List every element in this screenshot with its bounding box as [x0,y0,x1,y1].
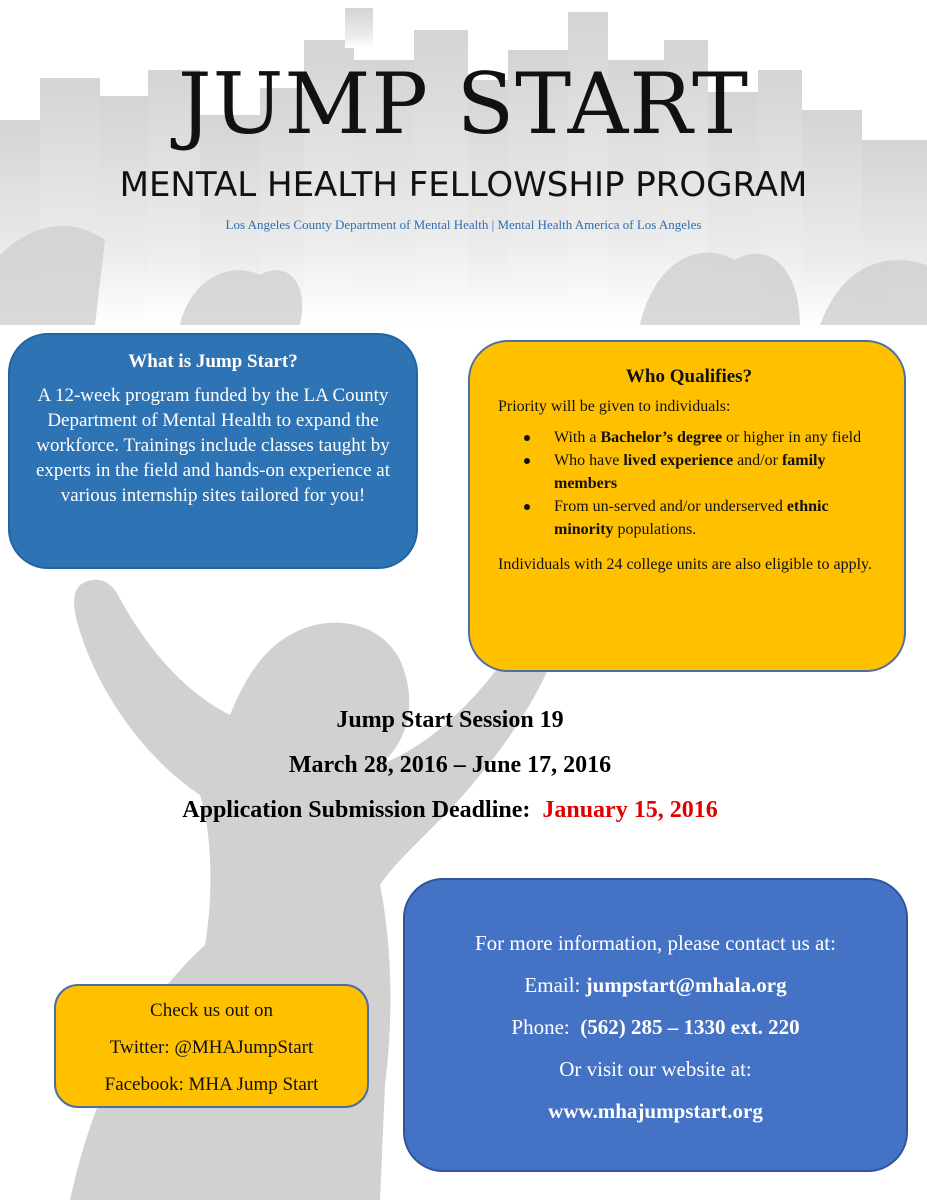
qualification-item: Who have lived experience and/or family members [554,449,880,495]
session-name: Jump Start Session 19 [336,707,564,733]
twitter-handle[interactable]: Twitter: @MHAJumpStart [109,1037,314,1058]
application-deadline [0,798,900,822]
session-dates: March 28, 2016 – June 17, 2016 [288,752,612,778]
who-heading: Who Qualifies? [625,366,753,387]
who-intro: Priority will be given to individuals: [498,398,731,415]
phone-line: Phone: (562) 285 – 1330 ext. 220 [511,1015,800,1039]
phone-number: (562) 285 – 1330 ext. 220 [580,1015,800,1039]
what-heading: What is Jump Start? [128,351,298,372]
social-intro: Check us out on [150,1000,273,1021]
who-outro: Individuals with 24 college units are also eligible to apply. [498,556,872,573]
organizations-line: Los Angeles County Department of Mental Health | Mental Health America of Los Angeles [225,217,702,232]
deadline-date: January 15, 2016 [542,797,718,823]
email-line: Email: jumpstart@mhala.org [524,973,787,997]
website-intro: Or visit our website at: [559,1057,752,1081]
contact-info-box [403,878,908,1172]
contact-intro: For more information, please contact us at: [475,931,836,955]
city-skyline-graphic [0,0,927,325]
website-link[interactable]: www.mhajumpstart.org [548,1099,763,1123]
facebook-page[interactable]: Facebook: MHA Jump Start [104,1074,319,1095]
qualification-list [498,426,880,541]
email-link[interactable]: jumpstart@mhala.org [585,973,787,997]
what-description: A 12-week program funded by the LA County Department of Mental Health to expand the workforce. Trainings include classes taught by experts in the field and hands-on experience at various internship sites tailored for you! [36,385,390,506]
deadline-label: Application Submission Deadline: [182,797,531,823]
website-line [405,1100,906,1123]
who-qualifies-box [468,340,906,672]
what-is-jump-start-box [8,333,418,569]
qualification-item: From un-served and/or underserved ethnic minority populations. [554,495,880,541]
page-title: JUMP START [177,55,750,153]
qualification-item: With a Bachelor’s degree or higher in any field [554,426,880,449]
page-subtitle: MENTAL HEALTH FELLOWSHIP PROGRAM [119,165,808,205]
social-media-box [54,984,369,1108]
